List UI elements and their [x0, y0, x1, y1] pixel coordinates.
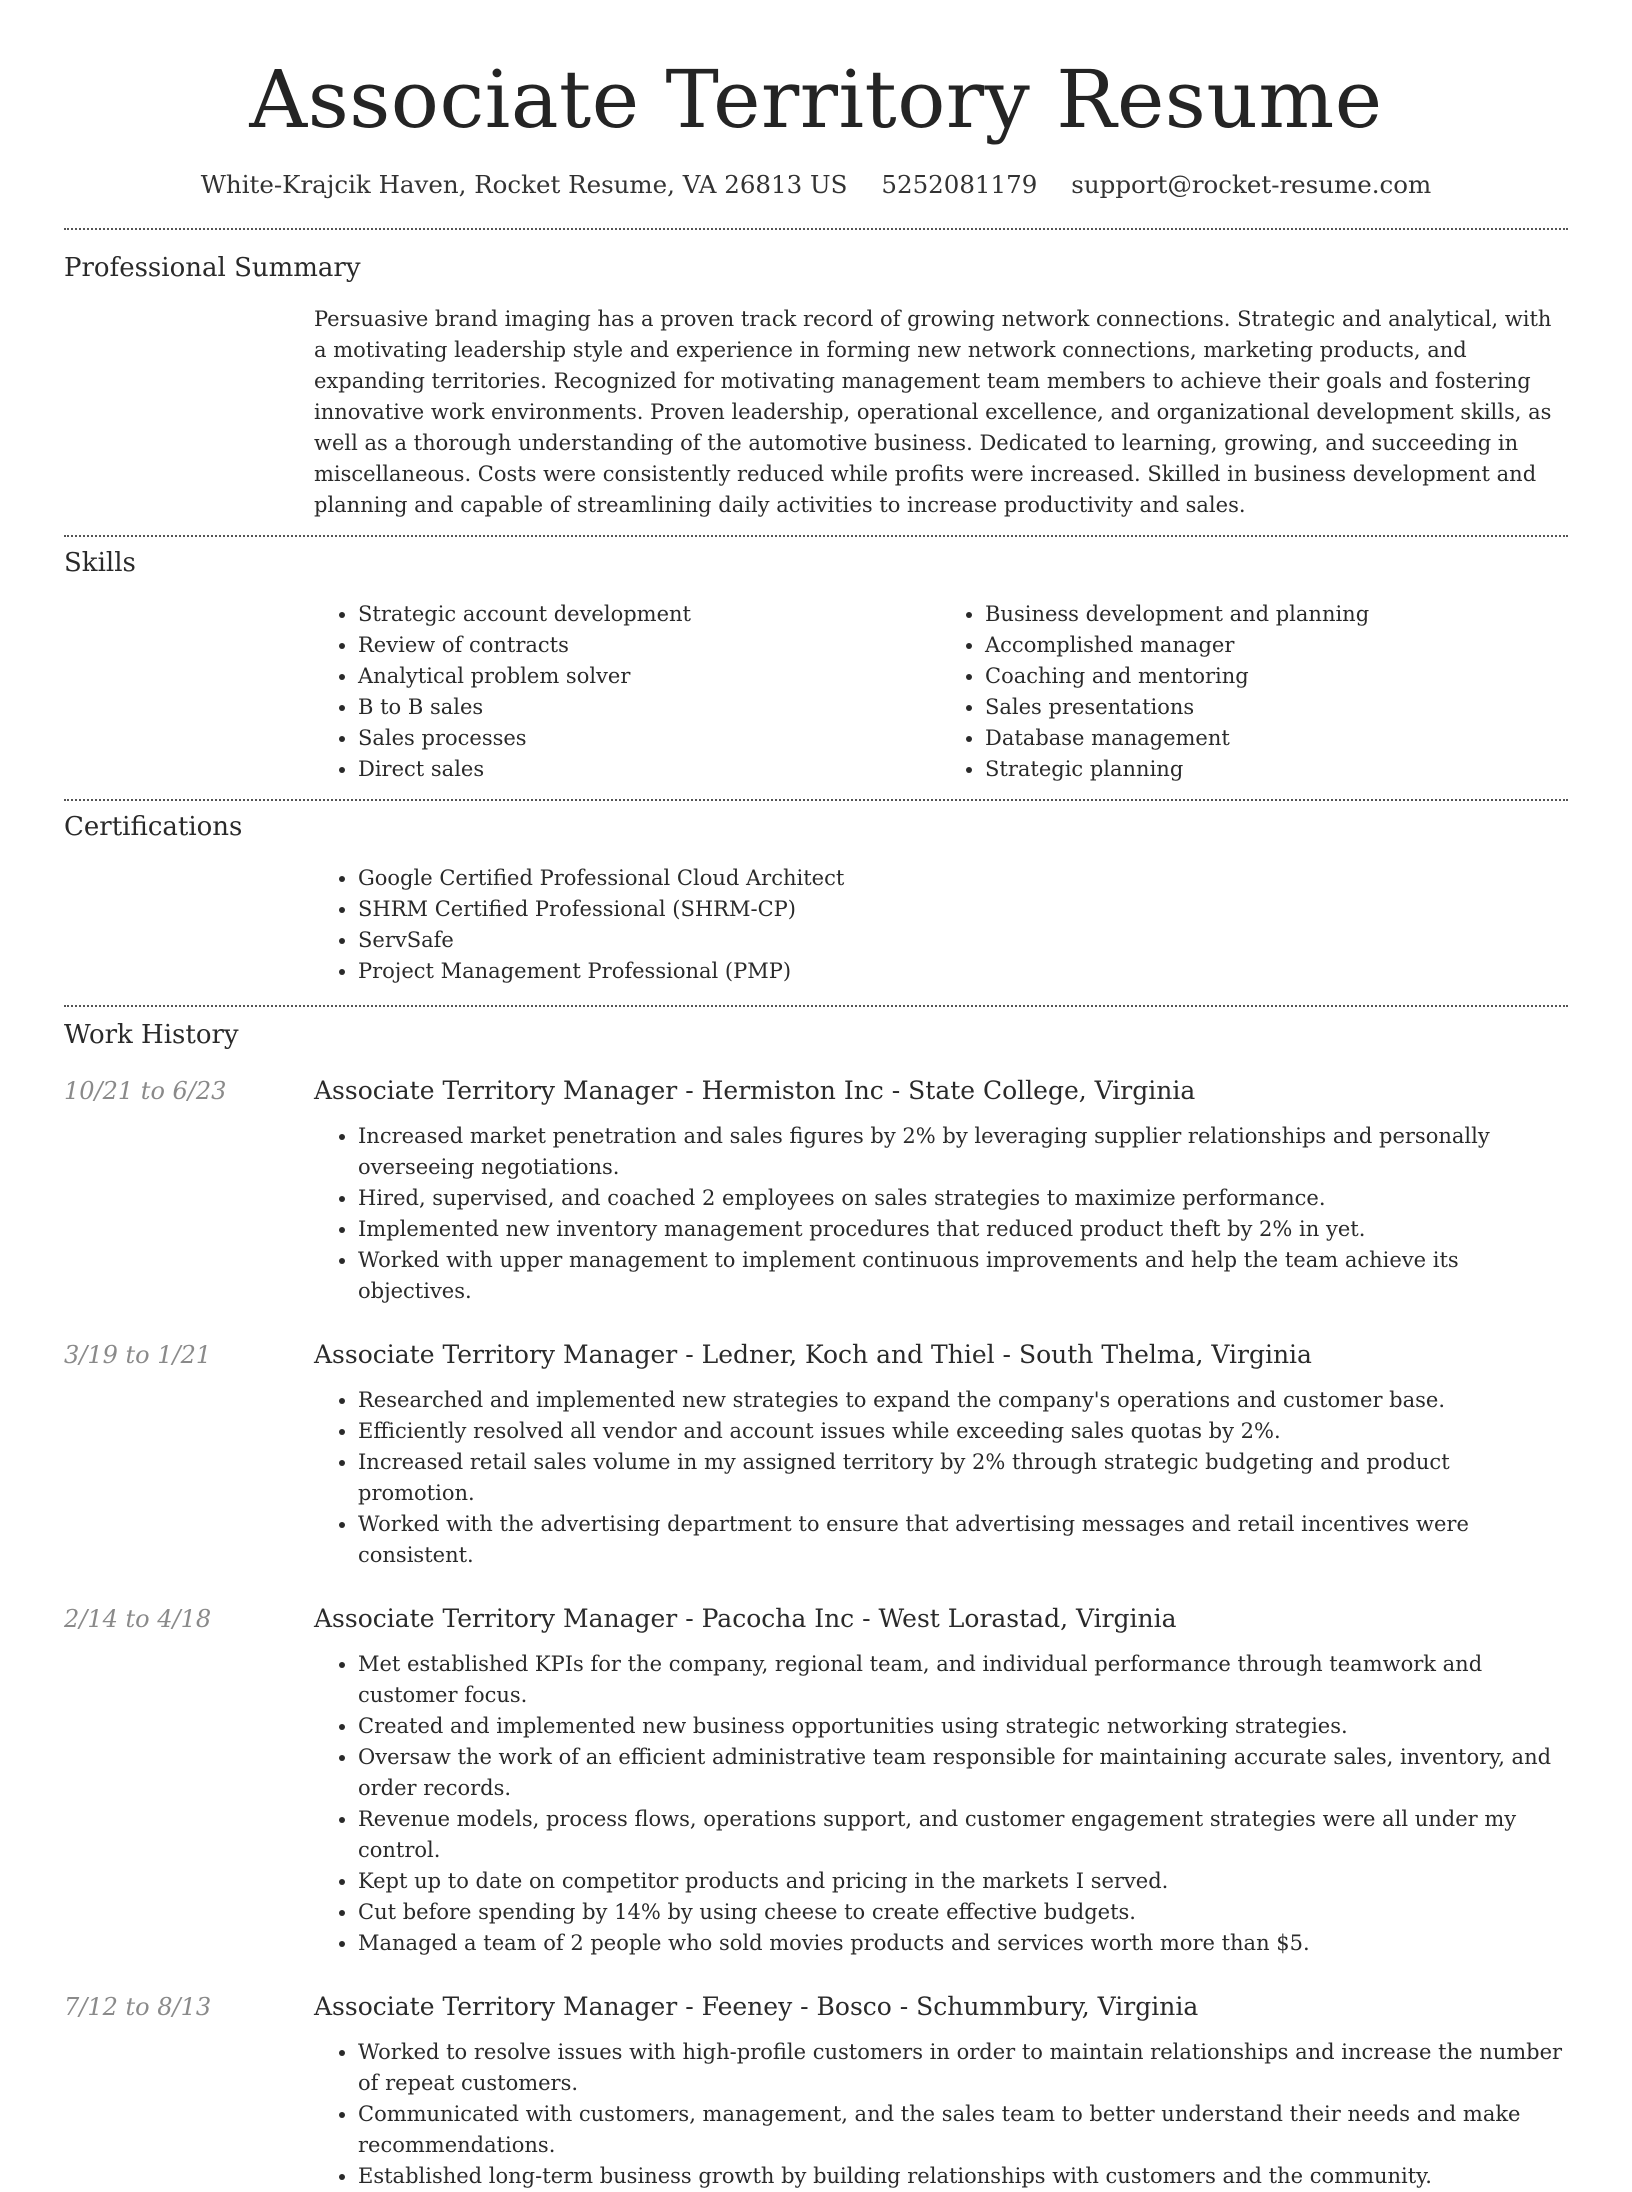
job-bullet: • Implemented new inventory management procedures that reduced product theft by 2% in yet. [358, 1214, 1568, 1245]
job-bullet: • Worked to resolve issues with high-profile customers in order to maintain relationships and increase the number of repeat customers. [358, 2037, 1568, 2099]
skill-item: • Business development and planning [985, 599, 1568, 630]
job-bullet: • Managed a team of 2 people who sold movies products and services worth more than $5. [358, 1928, 1568, 1959]
job-entry [64, 1989, 1568, 2192]
job-bullets [314, 1121, 1568, 1307]
job-bullet: • Efficiently resolved all vendor and account issues while exceeding sales quotas by 2%. [358, 1416, 1568, 1447]
certifications-list [314, 863, 1568, 987]
job-bullet: • Increased market penetration and sales figures by 2% by leveraging supplier relationships and personally overseeing negotiations. [358, 1121, 1568, 1183]
skill-item: • Sales processes [358, 723, 941, 754]
job-bullet: • Hired, supervised, and coached 2 employees on sales strategies to maximize performance. [358, 1183, 1568, 1214]
job-entry [64, 1337, 1568, 1571]
job-bullet: • Cut before spending by 14% by using cheese to create effective budgets. [358, 1897, 1568, 1928]
summary-section [0, 230, 1632, 521]
job-bullet: • Oversaw the work of an efficient administrative team responsible for maintaining accurate sales, inventory, and order records. [358, 1742, 1568, 1804]
skills-list-right [941, 599, 1568, 785]
contact-email: support@rocket-resume.com [1071, 170, 1432, 199]
summary-text: Persuasive brand imaging has a proven track record of growing network connections. Strategic and analytical, with a motivating leadership style and experience in forming new network connections, marketing products, and expanding territories. Recognized for motivating management team members to achieve their goals and fostering innovative work environments. Proven leadership, operational excellence, and organizational development skills, as well as a thorough understanding of the automotive business. Dedicated to learning, growing, and succeeding in miscellaneous. Costs were consistently reduced while profits were increased. Skilled in business development and planning and capable of streamlining daily activities to increase productivity and sales. [314, 307, 1552, 517]
job-title: Associate Territory Manager - Pacocha Inc - West Lorastad, Virginia [314, 1604, 1177, 1633]
job-entry [64, 1073, 1568, 1307]
job-bullet: • Created and implemented new business opportunities using strategic networking strategies. [358, 1711, 1568, 1742]
job-bullet: • Kept up to date on competitor products and pricing in the markets I served. [358, 1866, 1568, 1897]
skill-item: • Accomplished manager [985, 630, 1568, 661]
job-bullet: • Established long-term business growth by building relationships with customers and the community. [358, 2161, 1568, 2192]
job-bullet: • Met established KPIs for the company, regional team, and individual performance through teamwork and customer focus. [358, 1649, 1568, 1711]
job-bullet: • Increased retail sales volume in my assigned territory by 2% through strategic budgeting and product promotion. [358, 1447, 1568, 1509]
job-title: Associate Territory Manager - Ledner, Koch and Thiel - South Thelma, Virginia [314, 1340, 1312, 1369]
certifications-heading: Certifications [64, 812, 243, 842]
contact-line [0, 168, 1632, 202]
skills-columns [314, 599, 1568, 785]
job-entry [64, 1601, 1568, 1959]
job-bullet: • Researched and implemented new strategies to expand the company's operations and customer base. [358, 1385, 1568, 1416]
skill-item: • Direct sales [358, 754, 941, 785]
job-dates: 2/14 to 4/18 [64, 1605, 212, 1633]
job-bullet: • Communicated with customers, management, and the sales team to better understand their needs and make recommendations. [358, 2099, 1568, 2161]
job-bullets [314, 2037, 1568, 2192]
resume-title: Associate Territory Resume [249, 53, 1383, 146]
certification-item: • ServSafe [358, 925, 1568, 956]
skills-heading: Skills [64, 548, 136, 578]
job-bullet: • Worked with upper management to implement continuous improvements and help the team achieve its objectives. [358, 1245, 1568, 1307]
contact-address: White-Krajcik Haven, Rocket Resume, VA 26813 US [200, 170, 848, 199]
skill-item: • Database management [985, 723, 1568, 754]
job-dates: 3/19 to 1/21 [64, 1341, 212, 1369]
work-history-section [0, 1007, 1632, 2192]
skill-item: • Sales presentations [985, 692, 1568, 723]
certification-item: • Project Management Professional (PMP) [358, 956, 1568, 987]
certification-item: • SHRM Certified Professional (SHRM-CP) [358, 894, 1568, 925]
skill-item: • Strategic planning [985, 754, 1568, 785]
job-bullets [314, 1649, 1568, 1959]
skill-item: • B to B sales [358, 692, 941, 723]
job-dates: 10/21 to 6/23 [64, 1077, 227, 1105]
skill-item: • Review of contracts [358, 630, 941, 661]
skill-item: • Analytical problem solver [358, 661, 941, 692]
skills-section [0, 537, 1632, 785]
skill-item: • Strategic account development [358, 599, 941, 630]
certification-item: • Google Certified Professional Cloud Architect [358, 863, 1568, 894]
job-bullet: • Revenue models, process flows, operations support, and customer engagement strategies were all under my control. [358, 1804, 1568, 1866]
job-dates: 7/12 to 8/13 [64, 1993, 212, 2021]
contact-phone: 5252081179 [881, 170, 1038, 199]
job-title: Associate Territory Manager - Hermiston Inc - State College, Virginia [314, 1076, 1196, 1105]
job-bullet: • Worked with the advertising department to ensure that advertising messages and retail incentives were consistent. [358, 1509, 1568, 1571]
certifications-section [0, 801, 1632, 987]
job-title: Associate Territory Manager - Feeney - Bosco - Schummbury, Virginia [314, 1992, 1199, 2021]
skills-list-left [314, 599, 941, 785]
summary-heading: Professional Summary [64, 253, 361, 283]
work-history-heading: Work History [64, 1020, 239, 1050]
job-bullets [314, 1385, 1568, 1571]
skill-item: • Coaching and mentoring [985, 661, 1568, 692]
